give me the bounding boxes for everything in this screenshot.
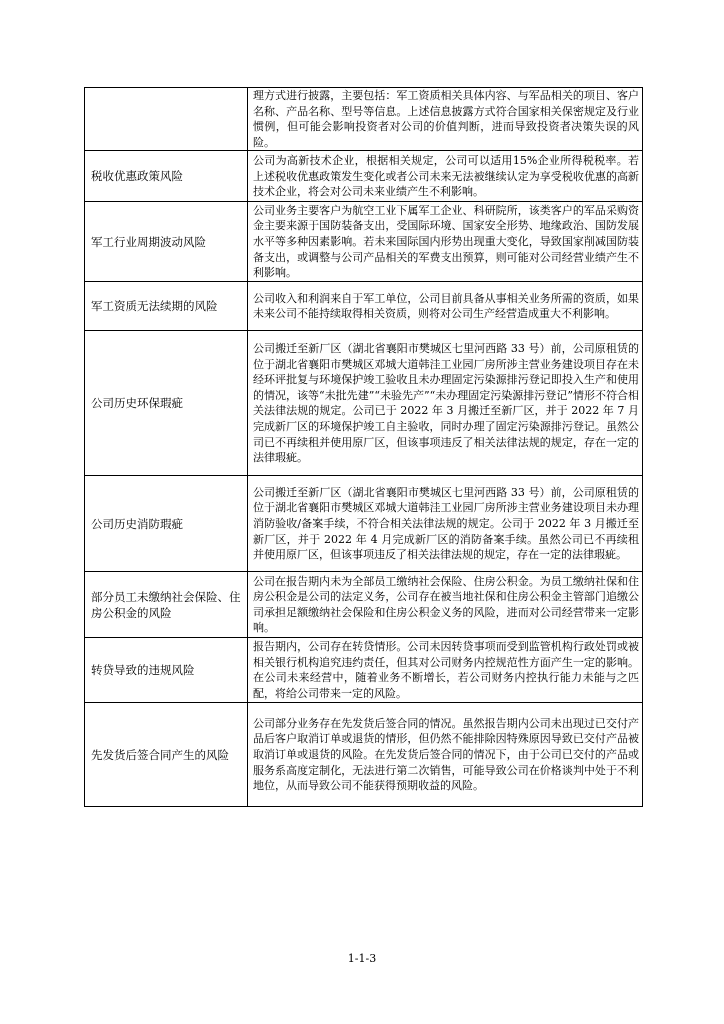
table-row [85, 638, 643, 703]
risk-description-cell: 理方式进行披露，主要包括：军工资质相关具体内容、与军品相关的项目、客户名称、产品名称、型号等信息。上述信息披露方式符合国家相关保密规定及行业惯例，但可能会影响投资者对公司的价值判断，进而导致投资者决策失误的风险。 [248, 88, 643, 151]
risk-description-cell: 公司搬迁至新厂区（湖北省襄阳市樊城区七里河西路 33 号）前，公司原租赁的位于湖北省襄阳市樊城区邓城大道韩洼工业园厂房所涉主营业务建设项目存在未经环评批复与环境保护竣工验收且未办理固定污染源排污登记即投入生产和使用的情况，该等“未批先建”“未验先产”“未办理固定污染源排污登记”情形不符合相关法律法规的规定。公司已于 2022 年 3 月搬迁至新厂区，并于 2022 年 7 月完成新厂区的环境保护竣工自主验收，同时办理了固定污染源排污登记。虽然公司已不再续租并使用原厂区，但该事项违反了相关法律法规的规定，存在一定的法律瑕疵。 [248, 331, 643, 476]
risk-name-cell: 公司历史消防瑕疵 [85, 476, 248, 572]
risk-description-cell: 报告期内，公司存在转贷情形。公司未因转贷事项而受到监管机构行政处罚或被相关银行机构追究违约责任，但其对公司财务内控规范性方面产生一定的影响。在公司未来经营中，随着业务不断增长，若公司财务内控执行能力未能与之匹配，将给公司带来一定的风险。 [248, 638, 643, 703]
risk-description-cell: 公司收入和利润来自于军工单位，公司目前具备从事相关业务所需的资质，如果未来公司不能持续取得相关资质，则将对公司生产经营造成重大不利影响。 [248, 282, 643, 331]
risk-name-cell: 军工行业周期波动风险 [85, 202, 248, 282]
table-row [85, 572, 643, 638]
table-row [85, 202, 643, 282]
table-row [85, 476, 643, 572]
risk-description-cell: 公司在报告期内未为全部员工缴纳社会保险、住房公积金。为员工缴纳社保和住房公积金是公司的法定义务，公司存在被当地社保和住房公积金主管部门追缴公司承担足额缴纳社会保险和住房公积金义务的风险，进而对公司经营带来一定影响。 [248, 572, 643, 638]
table-row [85, 282, 643, 331]
risk-name-cell: 公司历史环保瑕疵 [85, 331, 248, 476]
table-row [85, 151, 643, 202]
risk-name-cell: 部分员工未缴纳社会保险、住房公积金的风险 [85, 572, 248, 638]
page-number: 1-1-3 [347, 952, 377, 965]
risk-name-cell: 转贷导致的违规风险 [85, 638, 248, 703]
risk-name-cell: 先发货后签合同产生的风险 [85, 703, 248, 807]
risk-description-cell: 公司搬迁至新厂区（湖北省襄阳市樊城区七里河西路 33 号）前，公司原租赁的位于湖北省襄阳市樊城区邓城大道韩洼工业园厂房所涉主营业务建设项目未办理消防验收/备案手续，不符合相关法律法规的规定。公司于 2022 年 3 月搬迁至新厂区，并于 2022 年 4 月完成新厂区的消防备案手续。虽然公司已不再续租并使用原厂区，但该事项违反了相关法律法规的规定，存在一定的法律瑕疵。 [248, 476, 643, 572]
risk-name-cell: 税收优惠政策风险 [85, 151, 248, 202]
table-row [85, 88, 643, 151]
risk-name-cell [85, 88, 248, 151]
risk-description-cell: 公司业务主要客户为航空工业下属军工企业、科研院所，该类客户的军品采购资金主要来源于国防装备支出，受国际环境、国家安全形势、地缘政治、国防发展水平等多种因素影响。若未来国际国内形势出现重大变化，导致国家削减国防装备支出，或调整与公司产品相关的军费支出预算，则可能对公司经营业绩产生不利影响。 [248, 202, 643, 282]
table-row [85, 703, 643, 807]
risk-description-cell: 公司部分业务存在先发货后签合同的情况。虽然报告期内公司未出现过已交付产品后客户取消订单或退货的情形，但仍然不能排除因特殊原因导致已交付产品被取消订单或退货的风险。在先发货后签合同的情况下，由于公司已交付的产品或服务系高度定制化，无法进行第二次销售，可能导致公司在价格谈判中处于不利地位，从而导致公司不能获得预期收益的风险。 [248, 703, 643, 807]
risk-name-cell: 军工资质无法续期的风险 [85, 282, 248, 331]
risk-description-cell: 公司为高新技术企业，根据相关规定，公司可以适用15%企业所得税税率。若上述税收优惠政策发生变化或者公司未来无法被继续认定为享受税收优惠的高新技术企业，将会对公司未来业绩产生不利影响。 [248, 151, 643, 202]
risk-table [84, 87, 643, 807]
table-row [85, 331, 643, 476]
